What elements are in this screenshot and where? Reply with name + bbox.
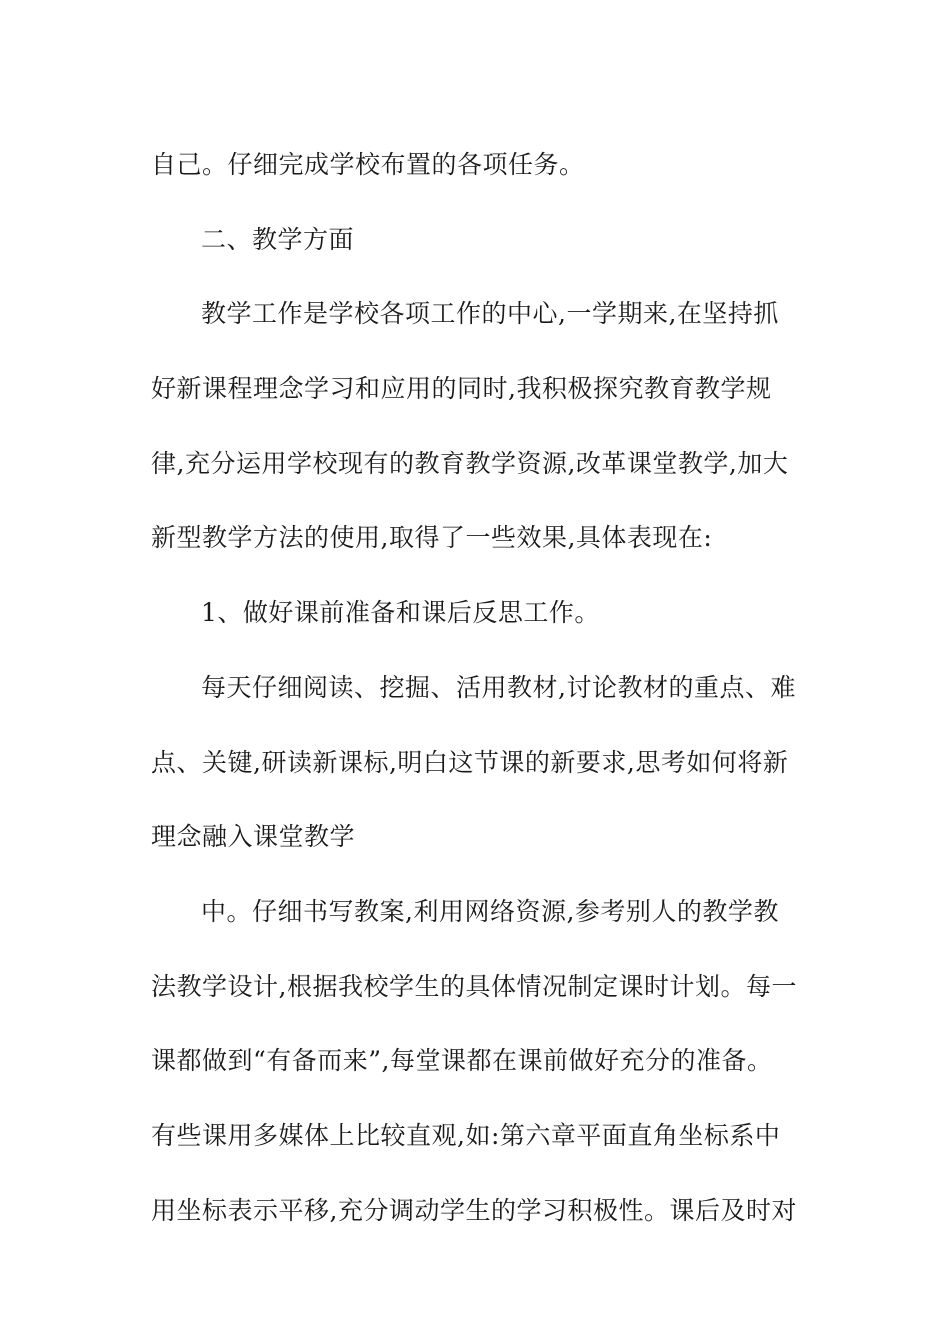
text-line: 自己。仔细完成学校布置的各项任务。 [151, 150, 585, 179]
subsection-heading: 1、做好课前准备和课后反思工作。 [201, 598, 600, 628]
text-line: 有些课用多媒体上比较直观,如:第六章平面直角坐标系中 [151, 1120, 781, 1150]
text-line: 点、关键,研读新课标,明白这节课的新要求,思考如何将新 [151, 747, 789, 777]
text-line: 每天仔细阅读、挖掘、活用教材,讨论教材的重点、难 [201, 672, 796, 702]
text-line: 用坐标表示平移,充分调动学生的学习积极性。课后及时对 [151, 1195, 797, 1225]
text-line: 法教学设计,根据我校学生的具体情况制定课时计划。每一 [151, 971, 797, 1001]
text-line: 新型教学方法的使用,取得了一些效果,具体表现在: [151, 523, 713, 553]
text-line: 律,充分运用学校现有的教育教学资源,改革课堂教学,加大 [151, 448, 789, 478]
text-line: 中。仔细书写教案,利用网络资源,参考别人的教学教 [201, 896, 779, 926]
text-line: 理念融入课堂教学 [151, 822, 356, 852]
text-line: 教学工作是学校各项工作的中心,一学期来,在坚持抓 [201, 299, 779, 329]
text-line: 课都做到“有备而来”,每堂课都在课前做好充分的准备。 [151, 1046, 773, 1076]
section-heading: 二、教学方面 [201, 224, 355, 254]
document-body [151, 128, 811, 1248]
text-line: 好新课程理念学习和应用的同时,我积极探究教育教学规 [151, 374, 772, 404]
